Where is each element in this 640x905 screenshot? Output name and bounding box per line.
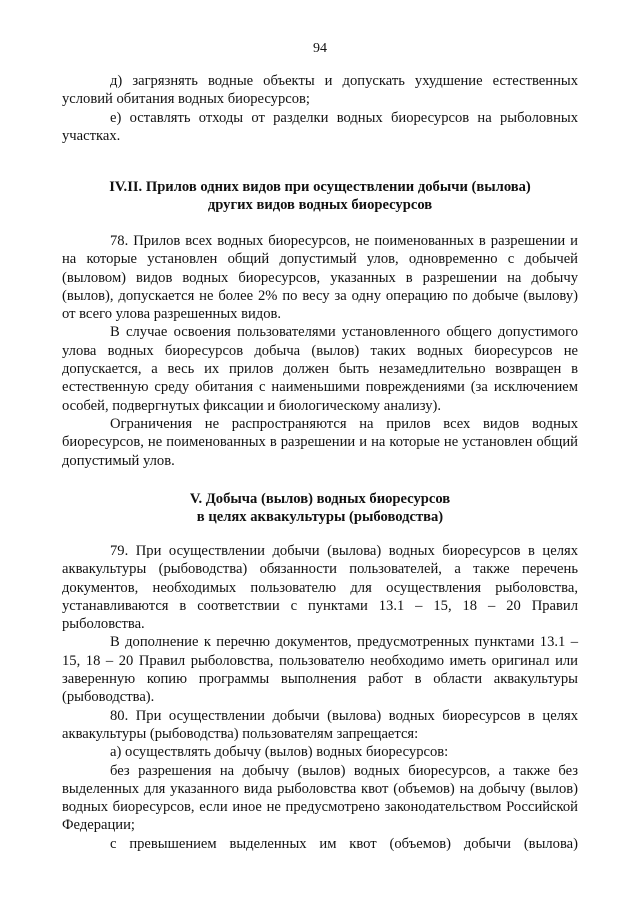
item-d: д) загрязнять водные объекты и допускать ухудшение естественных условий обитания водных биоресурсов;: [62, 73, 578, 108]
paragraph-78: 78. Прилов всех водных биоресурсов, не поименованных в разрешении и на которые установлен общий допустимый улов, одновременно с добычей (выловом) видов водных биоресурсов, указанных в разрешении на добычу (вылов), допускается не более 2% по весу за одну операцию по добыче (вылову) от всего улова разрешенных видов.: [62, 233, 578, 323]
section-5-body: [62, 542, 578, 853]
section-5-title-line2: в целях аквакультуры (рыбоводства): [196, 509, 444, 526]
section-4-body: [62, 232, 578, 470]
paragraph-78-c: Ограничения не распространяются на прилов всех видов водных биоресурсов, не поименованных в разрешении и на которые не установлен общий допустимый улов.: [62, 415, 578, 469]
paragraph-80: 80. При осуществлении добычи (вылова) водных биоресурсов в целях аквакультуры (рыбоводства) пользователям запрещается:: [62, 707, 578, 742]
top-items: [62, 72, 578, 145]
paragraph-79: 79. При осуществлении добычи (вылова) водных биоресурсов в целях аквакультуры (рыбоводства) обязанности пользователей, а также перечень документов, необходимых пользователю для осуществления рыболовства, устанавливаются в соответствии с пунктами 13.1 – 15, 18 – 20 Правил рыболовства.: [62, 543, 578, 633]
section-4-title-line2: других видов водных биоресурсов: [207, 197, 433, 214]
paragraph-80-a1: без разрешения на добычу (вылов) водных биоресурсов, а также без выделенных для указанного вида рыболовства квот (объемов) на добычу (вылов) водных биоресурсов, если иное не предусмотрено законодательством Российской Федерации;: [62, 762, 578, 834]
section-5-title-line1: V. Добыча (вылов) водных биоресурсов: [189, 491, 451, 507]
paragraph-78-b: В случае освоения пользователями установленного общего допустимого улова водных биоресурсов добыча (вылов) таких водных биоресурсов не допускается, а весь их прилов должен быть незамедлительно возвращен в естественную среду обитания с наименьшими повреждениями (за исключением особей, подвергнутых фиксации и биологическому анализу).: [62, 324, 578, 414]
paragraph-80-a2: с превышением выделенных им квот (объемов) добычи (вылова): [110, 835, 578, 852]
paragraph-80-a: а) осуществлять добычу (вылов) водных биоресурсов:: [110, 744, 449, 761]
item-e: е) оставлять отходы от разделки водных биоресурсов на рыболовных участках.: [62, 109, 578, 144]
page-number: 94: [313, 41, 327, 56]
paragraph-79-b: В дополнение к перечню документов, предусмотренных пунктами 13.1 – 15, 18 – 20 Правил рыболовства, пользователю необходимо иметь оригинал или заверенную копию программы выполнения работ в области аквакультуры (рыбоводства).: [62, 634, 578, 706]
section-5-heading: [62, 490, 578, 527]
section-4-heading: [62, 178, 578, 215]
section-4-title-line1: IV.II. Прилов одних видов при осуществлении добычи (вылова): [109, 179, 531, 195]
